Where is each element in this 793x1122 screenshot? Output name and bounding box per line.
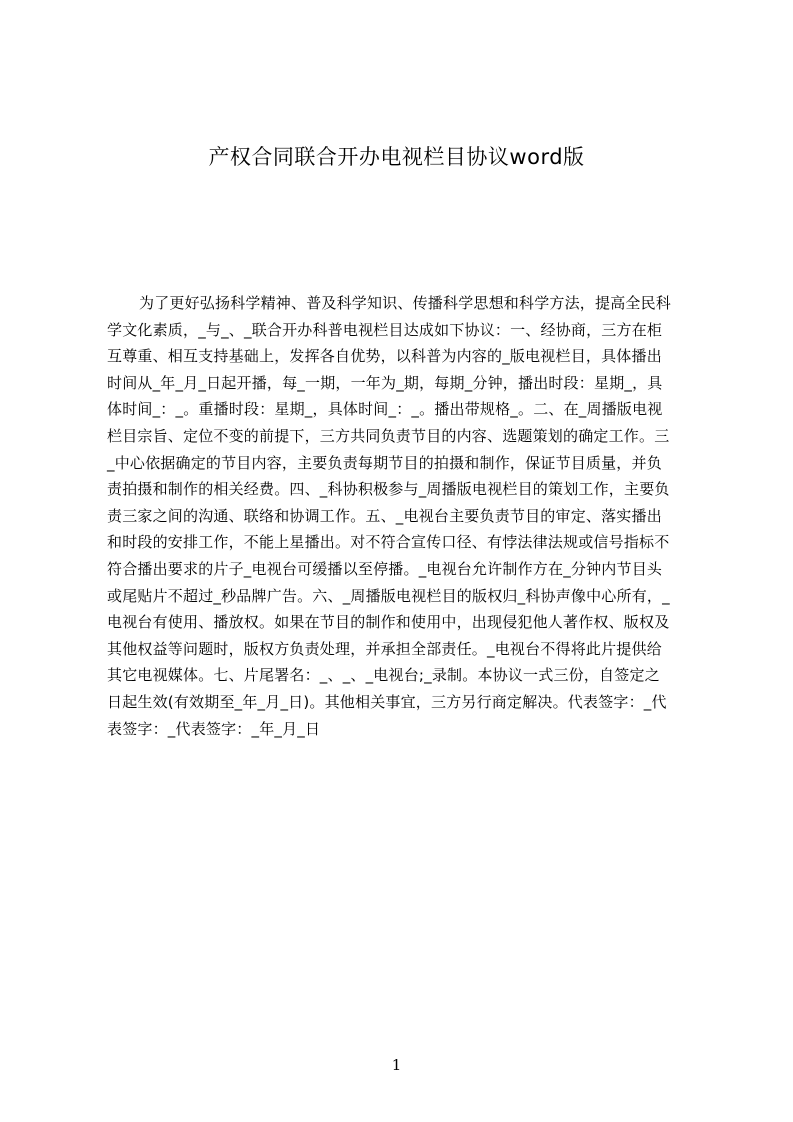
body-line: 符合播出要求的片子_电视台可缓播以至停播。_电视台允许制作方在_分钟内节目头 [107, 559, 663, 578]
body-line: 为了更好弘扬科学精神、普及科学知识、传播科学思想和科学方法，提高全民科 [139, 294, 672, 312]
body-line: 电视台有使用、播放权。如果在节目的制作和使用中，出现侵犯他人著作权、版权及 [107, 613, 670, 632]
body-line: 其它电视媒体。七、片尾署名：_、_、_电视台;_录制。本协议一式三份，自签定之 [107, 666, 660, 685]
document-title: 产权合同联合开办电视栏目协议word版 [208, 145, 585, 169]
body-line: 责拍摄和制作的相关经费。四、_科协积极参与_周播版电视栏目的策划工作，主要负 [107, 480, 670, 499]
body-line: 栏目宗旨、定位不变的前提下，三方共同负责节目的内容、选题策划的确定工作。三 [107, 426, 670, 445]
body-line: 体时间_：_。重播时段：星期_，具体时间_：_。播出带规格_。二、在_周播版电视 [107, 400, 663, 419]
body-line: _中心依据确定的节目内容，主要负责每期节目的拍摄和制作，保证节目质量，并负 [107, 453, 662, 472]
body-line: 或尾贴片不超过_秒品牌广告。六、_周播版电视栏目的版权归_科协声像中心所有，_ [107, 586, 670, 605]
body-line: 学文化素质，_与_、_联合开办科普电视栏目达成如下协议：一、经协商，三方在柜 [107, 320, 663, 339]
body-line: 责三家之间的沟通、联络和协调工作。五、_电视台主要负责节目的审定、落实播出 [107, 506, 662, 525]
body-line: 时间从_年_月_日起开播，每_一期，一年为_期，每期_分钟，播出时段：星期_，具 [107, 373, 663, 392]
body-line: 互尊重、相互支持基础上，发挥各自优势，以科普为内容的_版电视栏目，具体播出 [107, 347, 662, 366]
body-line: 日起生效(有效期至_年_月_日)。其他相关事宜，三方另行商定解决。代表签字：_代 [107, 692, 667, 711]
body-line: 表签字：_代表签字：_年_月_日 [107, 719, 321, 738]
page-number: 1 [391, 1056, 402, 1074]
body-line: 和时段的安排工作，不能上星播出。对不符合宣传口径、有悖法律法规或信号指标不 [107, 533, 670, 552]
body-line: 其他权益等问题时，版权方负责处理，并承担全部责任。_电视台不得将此片提供给 [107, 639, 662, 658]
document-body [107, 290, 701, 742]
